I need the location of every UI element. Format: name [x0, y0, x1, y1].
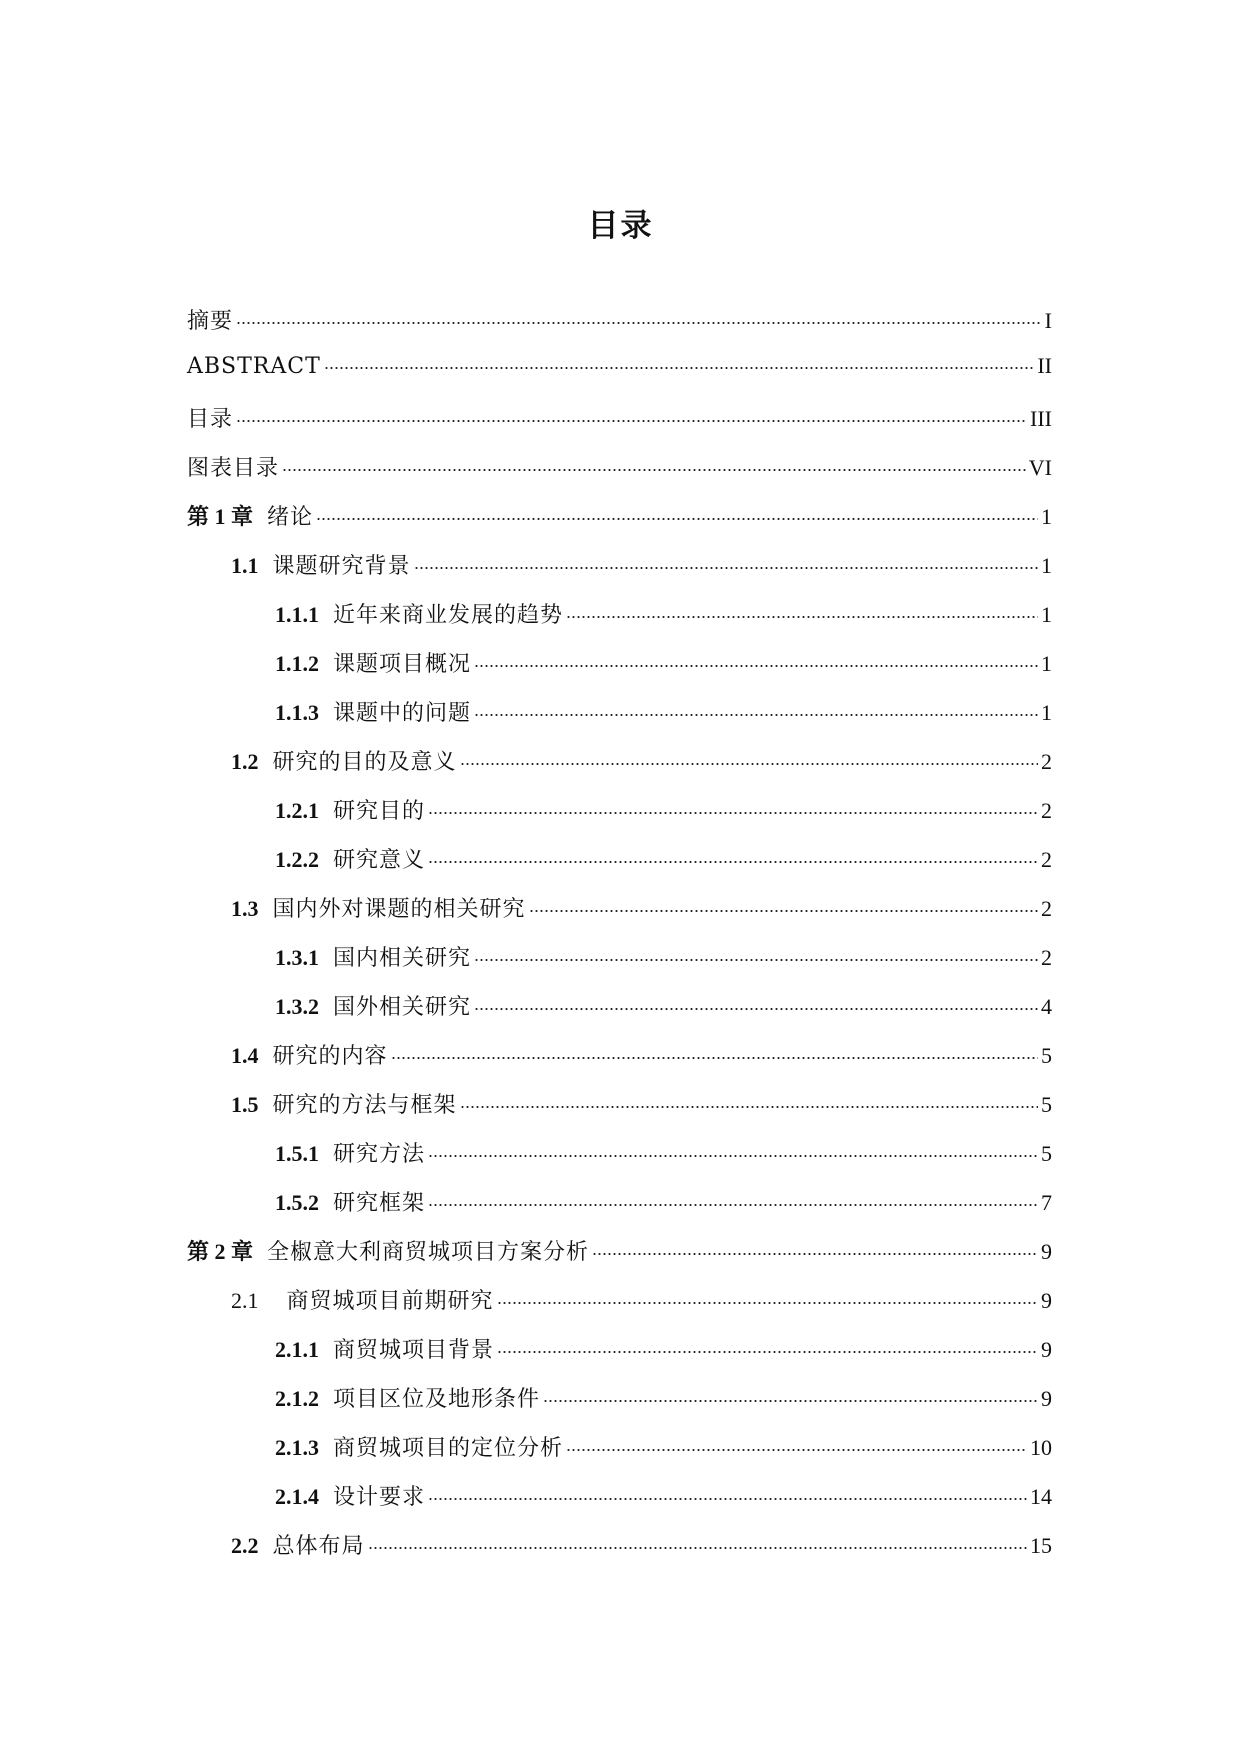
- table-of-contents: [187, 304, 1052, 1578]
- toc-entry-title: 目录: [187, 407, 234, 432]
- toc-entry-page-number: 2: [1041, 749, 1052, 774]
- dot-leader: [236, 321, 1042, 325]
- toc-entry-page-number: 4: [1041, 994, 1052, 1019]
- dot-leader: [543, 1399, 1038, 1403]
- dot-leader: [497, 1301, 1038, 1305]
- dot-leader: [566, 1448, 1027, 1452]
- toc-entry-number: 2.2: [231, 1533, 259, 1558]
- toc-entry[interactable]: [187, 1529, 1052, 1578]
- toc-entry-page-number: 2: [1041, 847, 1052, 872]
- toc-entry-page-number: 1: [1041, 700, 1052, 725]
- toc-entry-page-number: 5: [1041, 1141, 1052, 1166]
- toc-entry-number: 1.1.3: [275, 700, 319, 725]
- toc-entry-number: 2.1.2: [275, 1386, 319, 1411]
- dot-leader: [460, 762, 1038, 766]
- dot-leader: [592, 1252, 1038, 1256]
- toc-entry-number: 1.2.2: [275, 847, 319, 872]
- toc-entry-page-number: 15: [1030, 1533, 1052, 1558]
- dot-leader: [391, 1056, 1038, 1060]
- toc-entry-number: 1.3.2: [275, 994, 319, 1019]
- toc-entry-title: 研究的方法与框架: [272, 1093, 457, 1118]
- toc-entry[interactable]: [187, 1480, 1052, 1529]
- toc-entry-number: 2.1: [231, 1288, 259, 1313]
- toc-entry-title: 商贸城项目前期研究: [286, 1289, 494, 1314]
- dot-leader: [474, 1007, 1038, 1011]
- dot-leader: [428, 860, 1038, 864]
- toc-entry-number: 1.1.2: [275, 651, 319, 676]
- toc-entry-page-number: 9: [1041, 1288, 1052, 1313]
- toc-entry[interactable]: [187, 1137, 1052, 1186]
- toc-entry-title: 全椒意大利商贸城项目方案分析: [267, 1240, 590, 1265]
- toc-entry-title: 设计要求: [333, 1485, 426, 1510]
- toc-entry-title: 研究目的: [333, 799, 426, 824]
- toc-entry-title: 商贸城项目背景: [333, 1338, 495, 1363]
- dot-leader: [368, 1546, 1027, 1550]
- toc-entry-title: 国外相关研究: [333, 995, 472, 1020]
- toc-entry-page-number: 2: [1041, 798, 1052, 823]
- dot-leader: [324, 366, 1035, 370]
- dot-leader: [414, 566, 1038, 570]
- dot-leader: [497, 1350, 1038, 1354]
- toc-entry-number: 第 2 章: [187, 1239, 254, 1264]
- toc-entry-title: 研究的目的及意义: [272, 750, 457, 775]
- toc-entry-page-number: I: [1044, 308, 1052, 333]
- toc-entry[interactable]: [187, 941, 1052, 990]
- toc-entry-page-number: 7: [1041, 1190, 1052, 1215]
- toc-entry-page-number: 2: [1041, 945, 1052, 970]
- toc-entry[interactable]: [187, 1186, 1052, 1235]
- toc-entry-title: ABSTRACT: [187, 354, 321, 379]
- toc-entry[interactable]: [187, 451, 1052, 500]
- toc-entry[interactable]: [187, 549, 1052, 598]
- toc-entry-number: 1.3: [231, 896, 259, 921]
- toc-entry-title: 商贸城项目的定位分析: [333, 1436, 564, 1461]
- toc-entry[interactable]: [187, 745, 1052, 794]
- toc-entry-title: 摘要: [187, 309, 234, 334]
- toc-entry-number: 1.1: [231, 553, 259, 578]
- dot-leader: [428, 811, 1038, 815]
- dot-leader: [474, 664, 1038, 668]
- toc-entry-number: 第 1 章: [187, 504, 254, 529]
- toc-entry-number: 2.1.4: [275, 1484, 319, 1509]
- toc-entry-title: 课题研究背景: [272, 554, 411, 579]
- toc-entry-page-number: II: [1037, 353, 1052, 378]
- dot-leader: [566, 615, 1038, 619]
- toc-entry-title: 国内相关研究: [333, 946, 472, 971]
- toc-entry[interactable]: [187, 1382, 1052, 1431]
- toc-entry[interactable]: [187, 1039, 1052, 1088]
- dot-leader: [428, 1154, 1038, 1158]
- toc-entry[interactable]: [187, 843, 1052, 892]
- dot-leader: [428, 1203, 1038, 1207]
- dot-leader: [282, 468, 1026, 472]
- dot-leader: [474, 713, 1038, 717]
- toc-entry[interactable]: [187, 647, 1052, 696]
- toc-entry-number: 1.5.1: [275, 1141, 319, 1166]
- toc-entry-number: 2.1.3: [275, 1435, 319, 1460]
- toc-entry-title: 图表目录: [187, 456, 280, 481]
- toc-entry-page-number: 9: [1041, 1239, 1052, 1264]
- toc-entry-page-number: 1: [1041, 504, 1052, 529]
- toc-entry-page-number: 2: [1041, 896, 1052, 921]
- toc-entry-page-number: VI: [1028, 455, 1052, 480]
- toc-entry-title: 总体布局: [272, 1534, 365, 1559]
- dot-leader: [316, 517, 1038, 521]
- toc-entry-page-number: 14: [1030, 1484, 1052, 1509]
- toc-entry-title: 课题项目概况: [333, 652, 472, 677]
- page-title: 目录: [587, 208, 654, 244]
- toc-entry-number: 1.3.1: [275, 945, 319, 970]
- toc-entry-page-number: 10: [1030, 1435, 1052, 1460]
- toc-entry-title: 课题中的问题: [333, 701, 472, 726]
- toc-entry-title: 研究意义: [333, 848, 426, 873]
- toc-entry-page-number: 9: [1041, 1386, 1052, 1411]
- toc-entry[interactable]: [187, 1431, 1052, 1480]
- dot-leader: [460, 1105, 1038, 1109]
- toc-entry-title: 近年来商业发展的趋势: [333, 603, 564, 628]
- toc-entry[interactable]: [187, 500, 1052, 549]
- toc-entry-number: 1.5.2: [275, 1190, 319, 1215]
- toc-entry-title: 研究方法: [333, 1142, 426, 1167]
- toc-entry-number: 2.1.1: [275, 1337, 319, 1362]
- toc-entry-title: 项目区位及地形条件: [333, 1387, 541, 1412]
- toc-entry-number: 1.5: [231, 1092, 259, 1117]
- toc-entry-page-number: 9: [1041, 1337, 1052, 1362]
- toc-entry[interactable]: [187, 1235, 1052, 1284]
- toc-entry-page-number: 1: [1041, 651, 1052, 676]
- toc-entry-title: 绪论: [267, 505, 314, 530]
- toc-entry[interactable]: [187, 598, 1052, 647]
- toc-entry[interactable]: [187, 1333, 1052, 1382]
- toc-entry-page-number: 1: [1041, 553, 1052, 578]
- toc-entry-number: 1.2.1: [275, 798, 319, 823]
- dot-leader: [529, 909, 1038, 913]
- toc-entry-title: 国内外对课题的相关研究: [272, 897, 526, 922]
- toc-entry[interactable]: [187, 402, 1052, 451]
- toc-entry[interactable]: [187, 794, 1052, 843]
- dot-leader: [236, 419, 1027, 423]
- dot-leader: [474, 958, 1038, 962]
- toc-entry[interactable]: [187, 892, 1052, 941]
- dot-leader: [428, 1497, 1027, 1501]
- toc-entry-title: 研究的内容: [272, 1044, 388, 1069]
- toc-entry-page-number: 5: [1041, 1092, 1052, 1117]
- toc-entry-title: 研究框架: [333, 1191, 426, 1216]
- toc-entry[interactable]: [187, 353, 1052, 402]
- toc-entry-number: 1.1.1: [275, 602, 319, 627]
- toc-entry-page-number: 1: [1041, 602, 1052, 627]
- toc-entry-page-number: III: [1030, 406, 1052, 431]
- toc-entry[interactable]: [187, 990, 1052, 1039]
- toc-entry-page-number: 5: [1041, 1043, 1052, 1068]
- toc-entry-number: 1.4: [231, 1043, 259, 1068]
- toc-entry[interactable]: [187, 1088, 1052, 1137]
- toc-entry[interactable]: [187, 696, 1052, 745]
- toc-entry[interactable]: [187, 1284, 1052, 1333]
- toc-entry-number: 1.2: [231, 749, 259, 774]
- toc-entry[interactable]: [187, 304, 1052, 353]
